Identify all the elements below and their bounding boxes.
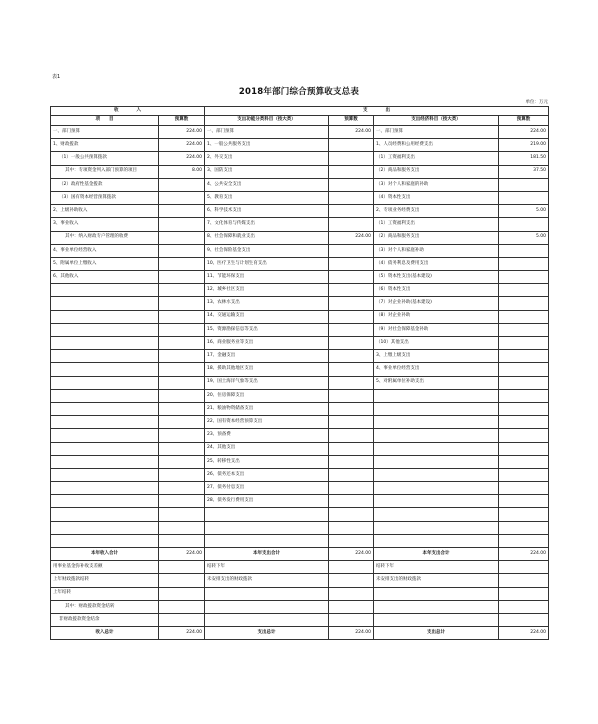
table-cell: [499, 495, 549, 508]
table-cell: [374, 455, 499, 468]
table-cell: [499, 613, 549, 626]
column-header: 支出经济科目（按大类）: [374, 116, 499, 126]
table-row: [51, 495, 549, 508]
table-cell: 2、专项业务经费支出: [374, 205, 499, 218]
table-cell: [374, 600, 499, 613]
table-cell: 5、对附属单位补助支出: [374, 376, 499, 389]
table-row: [51, 231, 549, 244]
table-cell: [499, 600, 549, 613]
table-cell: （5）资本性支出(基本建设): [374, 271, 499, 284]
table-cell: 181.50: [499, 152, 549, 165]
table-cell: 25、转移性支出: [205, 455, 329, 468]
table-cell: [51, 495, 159, 508]
table-cell: [51, 284, 159, 297]
table-cell: 本年收入合计: [51, 548, 159, 561]
table-cell: 未安排支出的财政拨款: [374, 574, 499, 587]
table-cell: 支出总计: [374, 627, 499, 640]
table-cell: [499, 191, 549, 204]
expense-group-header: 支 出: [205, 107, 549, 116]
table-cell: 6、科学技术支出: [205, 205, 329, 218]
table-row: [51, 455, 549, 468]
table-cell: 224.00: [159, 627, 205, 640]
column-header: 预算数: [159, 116, 205, 126]
table-cell: [329, 402, 374, 415]
table-cell: 19、国土海洋气象等支出: [205, 376, 329, 389]
table-cell: [329, 191, 374, 204]
table-cell: [329, 508, 374, 521]
table-cell: [374, 534, 499, 547]
table-cell: [159, 389, 205, 402]
table-cell: [499, 350, 549, 363]
table-row: [51, 244, 549, 257]
table-cell: [159, 561, 205, 574]
table-row: [51, 297, 549, 310]
table-number: 表1: [52, 74, 61, 80]
table-cell: [159, 205, 205, 218]
table-cell: [329, 587, 374, 600]
table-cell: 224.00: [499, 126, 549, 139]
table-cell: 5、教育支出: [205, 191, 329, 204]
table-cell: [329, 257, 374, 270]
table-cell: 5.00: [499, 205, 549, 218]
table-row: [51, 337, 549, 350]
table-row: [51, 613, 549, 626]
table-cell: 1、财政拨款: [51, 139, 159, 152]
table-cell: 4、公共安全支出: [205, 178, 329, 191]
table-cell: [205, 508, 329, 521]
table-cell: 26、债务还本支出: [205, 468, 329, 481]
table-row: [51, 376, 549, 389]
table-cell: 1、人员经费和公用经费支出: [374, 139, 499, 152]
table-cell: [329, 416, 374, 429]
table-cell: 18、援助其他地区支出: [205, 363, 329, 376]
group-header-row: [51, 107, 549, 116]
table-cell: [159, 284, 205, 297]
table-row: [51, 310, 549, 323]
table-cell: （3）对个人和家庭补助: [374, 244, 499, 257]
table-cell: 收入总计: [51, 627, 159, 640]
table-cell: 224.00: [499, 548, 549, 561]
table-cell: 其中：专项资金列入部门预算的项目: [51, 165, 159, 178]
table-cell: [159, 257, 205, 270]
table-cell: [51, 416, 159, 429]
table-cell: 结转下年: [374, 561, 499, 574]
table-cell: （3）国有资本经营预算拨款: [51, 191, 159, 204]
table-cell: [329, 534, 374, 547]
table-cell: 上年财政拨款结转: [51, 574, 159, 587]
table-cell: [159, 178, 205, 191]
table-cell: [329, 600, 374, 613]
table-cell: 2、上级补助收入: [51, 205, 159, 218]
page-title: 2018年部门综合预算收支总表: [238, 87, 360, 97]
table-row: [51, 548, 549, 561]
table-cell: [374, 508, 499, 521]
table-cell: [51, 376, 159, 389]
column-header: 预算数: [499, 116, 549, 126]
table-cell: [51, 521, 159, 534]
table-row: [51, 587, 549, 600]
table-cell: [159, 534, 205, 547]
table-cell: [159, 218, 205, 231]
table-cell: [329, 376, 374, 389]
table-cell: （1）一般公共预算拨款: [51, 152, 159, 165]
table-cell: （10）其他支出: [374, 337, 499, 350]
table-cell: 4、事业单位经营支出: [374, 363, 499, 376]
table-cell: [51, 429, 159, 442]
table-cell: [205, 521, 329, 534]
table-cell: （3）对个人和家庭的补助: [374, 178, 499, 191]
table-cell: 5.00: [499, 231, 549, 244]
table-cell: 224.00: [329, 126, 374, 139]
table-row: [51, 191, 549, 204]
table-cell: [329, 442, 374, 455]
table-row: [51, 205, 549, 218]
table-cell: [51, 389, 159, 402]
table-cell: 其中：财政拨款资金结转: [51, 600, 159, 613]
column-header: 支出功能分类科目（按大类）: [205, 116, 329, 126]
table-cell: [329, 468, 374, 481]
table-cell: 8、社会保障和就业支出: [205, 231, 329, 244]
table-cell: [159, 337, 205, 350]
table-cell: [205, 534, 329, 547]
table-cell: [329, 178, 374, 191]
table-cell: [499, 468, 549, 481]
table-row: [51, 165, 549, 178]
table-cell: [329, 429, 374, 442]
table-row: [51, 389, 549, 402]
table-cell: [159, 350, 205, 363]
table-cell: [374, 402, 499, 415]
table-cell: [159, 482, 205, 495]
table-cell: [499, 534, 549, 547]
table-row: [51, 627, 549, 640]
table-row: [51, 482, 549, 495]
table-cell: [159, 442, 205, 455]
column-header-row: [51, 116, 549, 126]
table-row: [51, 218, 549, 231]
table-cell: （2）政府性基金拨款: [51, 178, 159, 191]
table-cell: 3、上缴上级支出: [374, 350, 499, 363]
table-row: [51, 323, 549, 336]
table-cell: [205, 587, 329, 600]
table-cell: [51, 337, 159, 350]
table-cell: [159, 495, 205, 508]
table-row: [51, 126, 549, 139]
table-cell: [51, 363, 159, 376]
table-row: [51, 284, 549, 297]
table-cell: 22、国有资本经营预算支出: [205, 416, 329, 429]
table-cell: [329, 244, 374, 257]
table-cell: [499, 455, 549, 468]
table-cell: [159, 231, 205, 244]
table-cell: （4）资本性支出: [374, 191, 499, 204]
table-cell: （6）资本性支出: [374, 284, 499, 297]
table-row: [51, 534, 549, 547]
table-cell: 224.00: [329, 231, 374, 244]
table-cell: 219.00: [499, 139, 549, 152]
table-cell: [159, 455, 205, 468]
table-cell: [51, 508, 159, 521]
table-row: [51, 429, 549, 442]
table-cell: 20、住房保障支出: [205, 389, 329, 402]
table-cell: 5、附属单位上缴收入: [51, 257, 159, 270]
table-cell: （8）对企业补助: [374, 310, 499, 323]
table-cell: [374, 587, 499, 600]
table-cell: [374, 613, 499, 626]
table-row: [51, 508, 549, 521]
table-cell: 224.00: [159, 548, 205, 561]
table-cell: [205, 613, 329, 626]
table-cell: [159, 323, 205, 336]
table-cell: 15、资源勘探信息等支出: [205, 323, 329, 336]
table-cell: [329, 613, 374, 626]
table-cell: [329, 323, 374, 336]
budget-table: [50, 106, 549, 640]
table-cell: [159, 600, 205, 613]
table-cell: [499, 218, 549, 231]
table-cell: 27、债务付息支出: [205, 482, 329, 495]
table-cell: [499, 389, 549, 402]
table-cell: [329, 284, 374, 297]
table-cell: （1）工资福利支出: [374, 218, 499, 231]
column-header: 项 目: [51, 116, 159, 126]
table-row: [51, 416, 549, 429]
table-cell: 224.00: [159, 126, 205, 139]
table-cell: 4、事业单位经营收入: [51, 244, 159, 257]
table-cell: [51, 350, 159, 363]
table-cell: 6、其他收入: [51, 271, 159, 284]
table-cell: [499, 337, 549, 350]
table-cell: [499, 402, 549, 415]
table-cell: [499, 271, 549, 284]
table-cell: 支出总计: [205, 627, 329, 640]
table-cell: [51, 468, 159, 481]
table-cell: [499, 323, 549, 336]
table-cell: 8.00: [159, 165, 205, 178]
table-cell: [51, 323, 159, 336]
table-cell: 3、国防支出: [205, 165, 329, 178]
table-cell: [51, 455, 159, 468]
table-cell: [499, 416, 549, 429]
table-cell: 一、部门预算: [205, 126, 329, 139]
table-cell: [329, 139, 374, 152]
table-cell: [329, 521, 374, 534]
table-cell: 3、事业收入: [51, 218, 159, 231]
table-cell: [374, 429, 499, 442]
table-cell: [159, 468, 205, 481]
table-cell: [499, 561, 549, 574]
table-cell: （2）商品和服务支出: [374, 165, 499, 178]
table-cell: 2、外交支出: [205, 152, 329, 165]
table-cell: 21、粮油物资储备支出: [205, 402, 329, 415]
table-cell: 14、交通运输支出: [205, 310, 329, 323]
table-cell: 非财政拨款资金结余: [51, 613, 159, 626]
table-row: [51, 442, 549, 455]
table-cell: 10、医疗卫生与计划生育支出: [205, 257, 329, 270]
table-cell: [374, 389, 499, 402]
table-cell: 一、部门预算: [374, 126, 499, 139]
table-cell: （7）对企业补助(基本建设): [374, 297, 499, 310]
table-cell: [51, 297, 159, 310]
table-cell: [329, 165, 374, 178]
table-cell: 1、一般公共服务支出: [205, 139, 329, 152]
table-cell: [329, 574, 374, 587]
table-row: [51, 521, 549, 534]
table-cell: [374, 495, 499, 508]
table-cell: 结转下年: [205, 561, 329, 574]
table-cell: 37.50: [499, 165, 549, 178]
table-cell: 其中：纳入财政专户管理的收费: [51, 231, 159, 244]
table-row: [51, 152, 549, 165]
table-cell: [159, 521, 205, 534]
unit-label: 单位：万元: [525, 100, 548, 105]
table-row: [51, 402, 549, 415]
table-row: [51, 139, 549, 152]
table-cell: [159, 363, 205, 376]
table-cell: 13、农林水支出: [205, 297, 329, 310]
table-cell: [499, 310, 549, 323]
table-cell: [499, 257, 549, 270]
table-cell: 224.00: [499, 627, 549, 640]
table-cell: [159, 271, 205, 284]
table-cell: 本年支出合计: [205, 548, 329, 561]
table-cell: （2）商品和服务支出: [374, 231, 499, 244]
table-cell: 本年支出合计: [374, 548, 499, 561]
table-cell: [205, 600, 329, 613]
table-cell: [499, 521, 549, 534]
table-cell: （4）债务利息及费用支出: [374, 257, 499, 270]
table-cell: [159, 574, 205, 587]
table-cell: 9、社会保险基金支出: [205, 244, 329, 257]
table-cell: 12、城乡社区支出: [205, 284, 329, 297]
table-cell: [499, 508, 549, 521]
table-row: [51, 178, 549, 191]
table-cell: [329, 389, 374, 402]
table-cell: [329, 363, 374, 376]
table-cell: [499, 587, 549, 600]
table-cell: [159, 244, 205, 257]
table-cell: [499, 178, 549, 191]
table-cell: [329, 218, 374, 231]
table-cell: [499, 297, 549, 310]
table-cell: （9）对社会保障基金补助: [374, 323, 499, 336]
table-row: [51, 574, 549, 587]
table-cell: 11、节能环保支出: [205, 271, 329, 284]
table-cell: [499, 574, 549, 587]
table-cell: [374, 468, 499, 481]
table-cell: 用事业基金弥补收支差额: [51, 561, 159, 574]
table-cell: [499, 442, 549, 455]
table-cell: [329, 152, 374, 165]
table-cell: [329, 561, 374, 574]
table-cell: [159, 613, 205, 626]
table-cell: 224.00: [159, 152, 205, 165]
table-cell: [51, 442, 159, 455]
table-cell: [159, 587, 205, 600]
table-cell: [499, 363, 549, 376]
table-cell: 17、金融支出: [205, 350, 329, 363]
table-cell: [159, 310, 205, 323]
table-cell: 未安排支出的财政拨款: [205, 574, 329, 587]
table-cell: 上年结转: [51, 587, 159, 600]
table-cell: [329, 482, 374, 495]
table-cell: 224.00: [329, 627, 374, 640]
table-cell: 23、预备费: [205, 429, 329, 442]
table-cell: [159, 297, 205, 310]
table-cell: 24、其他支出: [205, 442, 329, 455]
table-cell: 224.00: [329, 548, 374, 561]
table-cell: [51, 534, 159, 547]
table-cell: [159, 402, 205, 415]
table-cell: 28、债务发行费用支出: [205, 495, 329, 508]
table-cell: [374, 442, 499, 455]
table-cell: [329, 297, 374, 310]
table-cell: [499, 429, 549, 442]
table-cell: [329, 337, 374, 350]
table-cell: [51, 402, 159, 415]
table-row: [51, 271, 549, 284]
table-row: [51, 363, 549, 376]
table-cell: [499, 244, 549, 257]
table-cell: [329, 455, 374, 468]
table-cell: [499, 284, 549, 297]
table-row: [51, 350, 549, 363]
table-cell: [159, 429, 205, 442]
table-cell: 224.00: [159, 139, 205, 152]
table-cell: [329, 495, 374, 508]
table-cell: 一、部门预算: [51, 126, 159, 139]
table-cell: （1）工资福利支出: [374, 152, 499, 165]
table-cell: [374, 521, 499, 534]
table-cell: [159, 191, 205, 204]
table-cell: [374, 416, 499, 429]
table-cell: [374, 482, 499, 495]
table-row: [51, 561, 549, 574]
table-cell: [159, 376, 205, 389]
table-cell: 16、商业服务业等支出: [205, 337, 329, 350]
table-row: [51, 468, 549, 481]
table-cell: [159, 416, 205, 429]
table-cell: 7、文化体育与传媒支出: [205, 218, 329, 231]
table-cell: [499, 482, 549, 495]
table-cell: [51, 482, 159, 495]
table-row: [51, 257, 549, 270]
column-header: 预算数: [329, 116, 374, 126]
table-row: [51, 600, 549, 613]
table-cell: [159, 508, 205, 521]
table-cell: [329, 310, 374, 323]
table-cell: [499, 376, 549, 389]
income-group-header: 收 入: [51, 107, 205, 116]
table-cell: [329, 350, 374, 363]
table-cell: [329, 271, 374, 284]
table-cell: [329, 205, 374, 218]
table-cell: [51, 310, 159, 323]
